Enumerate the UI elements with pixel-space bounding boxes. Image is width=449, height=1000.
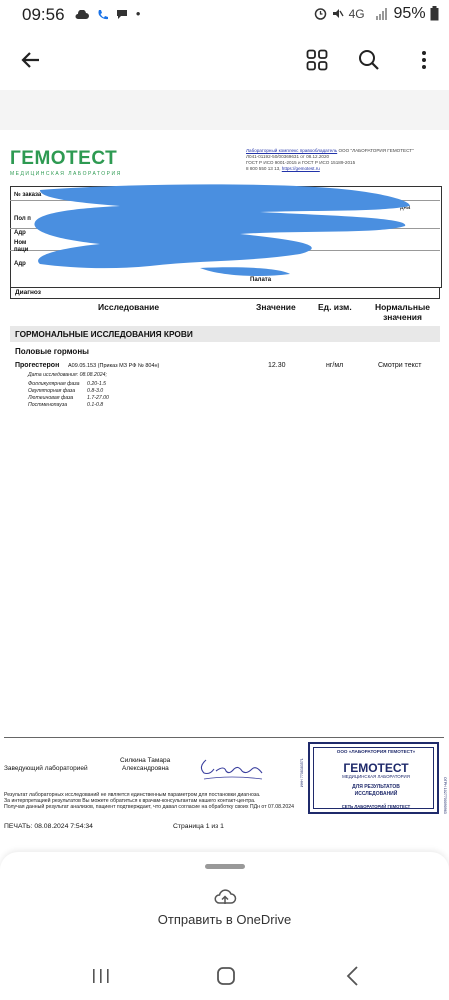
grid-icon (306, 49, 328, 71)
test-unit: нг/мл (326, 362, 344, 369)
back-nav-button[interactable] (338, 963, 368, 989)
header-right-value: дна (400, 205, 411, 211)
network-type: 4G (348, 7, 365, 21)
footer-divider (4, 737, 444, 738)
status-bar (0, 0, 449, 30)
lab-info: Лабораторный комплекс правообладатель ООО "ЛАБОРАТОРИЯ ГЕМОТЕСТ" Л041-01192-50/00369631 от 08.12.2020 ГОСТ Р ИСО 9001-2015 и ГОСТ Р ИСО 15189-2015 8 800 550 13 13, https://gemotest.ru (246, 148, 414, 171)
redaction-mark (0, 182, 449, 292)
back-arrow-icon (21, 50, 41, 70)
patient-label: паци (14, 247, 29, 253)
dot-icon: • (135, 6, 145, 21)
phase-range: 1.7-27.00 (87, 395, 109, 401)
col-unit: Ед. изм. (318, 302, 352, 312)
col-normal: Нормальные значения (374, 302, 431, 322)
notification-icons (75, 6, 144, 21)
signal-icon (375, 8, 389, 20)
recents-button[interactable] (86, 963, 116, 989)
head-name: Александровна (122, 765, 169, 772)
cloud-upload-icon (213, 887, 237, 907)
logo-subtitle: МЕДИЦИНСКАЯ ЛАБОРАТОРИЯ (10, 171, 122, 177)
lab-info-link[interactable]: Лабораторный комплекс правообладатель (246, 148, 338, 153)
section-title: ГОРМОНАЛЬНЫЕ ИССЛЕДОВАНИЯ КРОВИ (10, 326, 440, 342)
col-value: Значение (256, 302, 296, 312)
signature (196, 755, 266, 785)
cloud-icon (75, 10, 89, 20)
footer-note: Результат лабораторных исследований не является единственным параметром для постановки диагноза. (4, 792, 261, 798)
status-right (314, 5, 439, 23)
test-code: A09.05.153 (Приказ МЗ РФ № 804н) (68, 363, 160, 369)
recents-icon (86, 963, 116, 989)
test-value: 12.30 (268, 362, 286, 369)
app-bar (0, 30, 449, 90)
print-date: ПЕЧАТЬ: 08.08.2024 7:54:34 (4, 823, 93, 830)
address-label: Адр (14, 230, 26, 236)
onedrive-label[interactable]: Отправить в OneDrive (157, 912, 292, 927)
mute-icon (331, 7, 344, 20)
phase-name: Фолликулярная фаза (28, 381, 80, 387)
signature-icon (196, 755, 266, 785)
website-link[interactable]: https://gemotest.ru (281, 166, 320, 171)
lab-stamp: ООО «ЛАБОРАТОРИЯ ГЕМОТЕСТ» ГЕМОТЕСТ МЕДИЦИНСКАЯ ЛАБОРАТОРИЯ ДЛЯ РЕЗУЛЬТАТОВ ИССЛЕДОВАНИЙ СЕТЬ ЛАБОРАТОРИЙ ГЕМОТЕСТ (308, 742, 439, 814)
ward-label: Палата (250, 277, 272, 283)
order-label: № заказа (14, 192, 42, 198)
home-button[interactable] (211, 963, 241, 989)
address-label-2: Адр (14, 261, 26, 267)
footer-note: За интерпретацией результатов Вы можете обратиться к врачам-консультантам нашего контакт-центра. (4, 798, 256, 804)
head-label: Заведующий лабораторией (4, 765, 88, 772)
phase-range: 0.1-0.8 (87, 402, 104, 408)
more-button[interactable] (408, 44, 440, 76)
chat-icon (116, 9, 128, 20)
phase-name: Постменопауза (28, 402, 68, 408)
subsection-title: Половые гормоны (15, 347, 89, 356)
search-button[interactable] (353, 44, 385, 76)
diagnosis-row: Диагноз (10, 287, 440, 299)
viewer-background (0, 90, 449, 130)
phase-range: 0.8-3.0 (87, 388, 104, 394)
footer-note: Получая данный результат анализов, пациент подтверждает, что давал согласие на обработку своих ПДн от 07.08.2024 (4, 804, 294, 810)
search-icon (358, 49, 380, 71)
phase-name: Овуляторная фаза (28, 388, 76, 394)
page-number: Страница 1 из 1 (173, 823, 224, 830)
lab-logo (10, 148, 122, 177)
battery-text: 95% (393, 5, 426, 22)
battery-icon (430, 6, 439, 21)
phone-icon (97, 9, 109, 21)
back-chevron-icon (338, 963, 368, 989)
system-nav-bar (0, 955, 449, 1000)
more-vertical-icon (421, 50, 427, 70)
col-test: Исследование (98, 302, 160, 312)
home-icon (211, 963, 241, 989)
back-button[interactable] (15, 44, 47, 76)
drag-handle[interactable] (205, 864, 245, 869)
logo-brand: ГЕМОТЕСТ (10, 148, 118, 169)
phase-name: Лютеиновая фаза (28, 395, 74, 401)
status-time: 09:56 (22, 5, 65, 24)
test-normal: Смотри текст (378, 362, 422, 369)
test-date: Дата исследования: 08.08.2024; (28, 372, 107, 378)
sex-label: Пол п (14, 216, 31, 222)
phase-range: 0.20-1.5 (87, 381, 107, 387)
test-name: Прогестерон (15, 362, 60, 369)
number-label: Ном (14, 240, 27, 246)
head-name: Силкина Тамара (120, 757, 171, 764)
grid-view-button[interactable] (301, 44, 333, 76)
alarm-icon (314, 7, 327, 20)
